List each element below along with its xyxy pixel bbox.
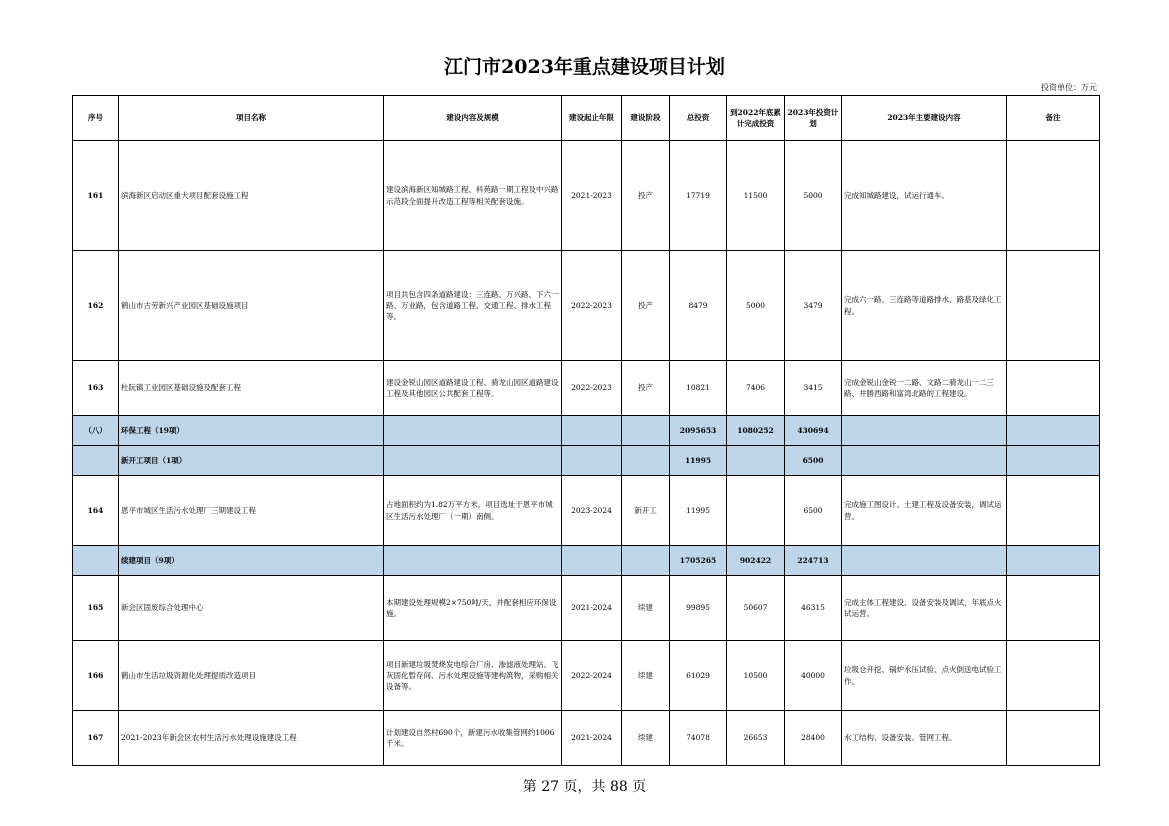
- cell-total: 99895: [670, 576, 727, 641]
- page-footer: 第 27 页，共 88 页: [522, 779, 647, 795]
- cell-scale: 占地面积约为1.82万平方米，项目选址于恩平市城区生活污水处理厂（一期）南侧。: [384, 476, 562, 546]
- cell-plan2023: 3415: [785, 361, 842, 416]
- table-row: [73, 476, 1100, 546]
- cell-remark: [1007, 546, 1100, 576]
- cell-seq: 167: [73, 711, 119, 766]
- cell-seq: 166: [73, 641, 119, 711]
- cell-content2023: 垃圾仓开挖、锅炉水压试验、点火倒送电试验工作。: [842, 641, 1007, 711]
- cell-total: 11995: [670, 476, 727, 546]
- cell-content2023: 完成主体工程建设、设备安装及调试，年底点火试运营。: [842, 576, 1007, 641]
- cell-total: 17719: [670, 141, 727, 251]
- cell-name: 环保工程（19项）: [119, 416, 384, 446]
- cell-remark: [1007, 476, 1100, 546]
- cell-remark: [1007, 361, 1100, 416]
- cell-plan2023: 6500: [785, 446, 842, 476]
- cell-done2022: 26653: [727, 711, 785, 766]
- cell-total: 8479: [670, 251, 727, 361]
- cell-name: 鹤山市古劳新兴产业园区基础设施项目: [119, 251, 384, 361]
- header-seq: 序号: [73, 96, 119, 141]
- cell-done2022: 10500: [727, 641, 785, 711]
- table-row: [73, 641, 1100, 711]
- table-row: [73, 361, 1100, 416]
- cell-seq: [73, 546, 119, 576]
- cell-scale: 本期建设处理规模2×750吨/天，并配套相应环保设施。: [384, 576, 562, 641]
- group-row: [73, 446, 1100, 476]
- group-row: [73, 416, 1100, 446]
- unit-label: 投资单位：万元: [1041, 83, 1097, 92]
- cell-scale: [384, 546, 562, 576]
- cell-name: 续建项目（9项）: [119, 546, 384, 576]
- cell-scale: [384, 416, 562, 446]
- cell-plan2023: 28400: [785, 711, 842, 766]
- cell-remark: [1007, 641, 1100, 711]
- cell-plan2023: 5000: [785, 141, 842, 251]
- header-remark: 备注: [1007, 96, 1100, 141]
- cell-stage: 投产: [622, 251, 670, 361]
- header-plan2023: 2023年投资计划: [785, 96, 842, 141]
- cell-seq: 165: [73, 576, 119, 641]
- cell-done2022: 50607: [727, 576, 785, 641]
- cell-scale: 项目共包含四条道路建设：三连路、万兴路、下六一路、万业路，包含道路工程、交通工程、排水工程等。: [384, 251, 562, 361]
- cell-content2023: [842, 416, 1007, 446]
- cell-period: [562, 416, 622, 446]
- cell-content2023: [842, 546, 1007, 576]
- cell-period: [562, 446, 622, 476]
- cell-content2023: 完成六一路、三连路等道路排水、路基及绿化工程。: [842, 251, 1007, 361]
- cell-scale: [384, 446, 562, 476]
- cell-stage: 续建: [622, 711, 670, 766]
- cell-period: 2023-2024: [562, 476, 622, 546]
- cell-done2022: [727, 476, 785, 546]
- cell-stage: 续建: [622, 576, 670, 641]
- project-table: [72, 95, 1100, 766]
- header-total: 总投资: [670, 96, 727, 141]
- cell-content2023: 完成知城路建设，试运行通车。: [842, 141, 1007, 251]
- cell-name: 鹤山市生活垃圾资源化处理提质改造项目: [119, 641, 384, 711]
- header-row: [73, 96, 1100, 141]
- cell-name: 新开工项目（1项）: [119, 446, 384, 476]
- cell-remark: [1007, 576, 1100, 641]
- cell-period: 2021-2023: [562, 141, 622, 251]
- header-name: 项目名称: [119, 96, 384, 141]
- cell-name: 杜阮镇工业园区基础设施及配套工程: [119, 361, 384, 416]
- cell-period: 2022-2023: [562, 361, 622, 416]
- cell-stage: 投产: [622, 141, 670, 251]
- header-content2023: 2023年主要建设内容: [842, 96, 1007, 141]
- cell-name: 新会区固废综合处理中心: [119, 576, 384, 641]
- cell-period: 2021-2024: [562, 711, 622, 766]
- cell-stage: 投产: [622, 361, 670, 416]
- cell-done2022: 11500: [727, 141, 785, 251]
- cell-done2022: 902422: [727, 546, 785, 576]
- cell-plan2023: 224713: [785, 546, 842, 576]
- table-row: [73, 251, 1100, 361]
- cell-total: 10821: [670, 361, 727, 416]
- cell-remark: [1007, 446, 1100, 476]
- cell-scale: 计划建设自然村690个，新建污水收集管网约1006千米。: [384, 711, 562, 766]
- cell-stage: 新开工: [622, 476, 670, 546]
- cell-period: 2022-2024: [562, 641, 622, 711]
- cell-done2022: [727, 446, 785, 476]
- cell-content2023: [842, 446, 1007, 476]
- cell-remark: [1007, 416, 1100, 446]
- cell-done2022: 1080252: [727, 416, 785, 446]
- table-row: [73, 711, 1100, 766]
- cell-name: 滨海新区启动区重大项目配套设施工程: [119, 141, 384, 251]
- cell-total: 1705265: [670, 546, 727, 576]
- cell-done2022: 5000: [727, 251, 785, 361]
- page-title: 江门市2023年重点建设项目计划: [444, 56, 725, 78]
- cell-stage: [622, 546, 670, 576]
- cell-scale: 建设滨海新区知城路工程、科苑路一期工程及中兴路示范段全面提升改造工程等相关配套设施。: [384, 141, 562, 251]
- cell-seq: [73, 446, 119, 476]
- cell-stage: [622, 446, 670, 476]
- header-stage: 建设阶段: [622, 96, 670, 141]
- cell-seq: 164: [73, 476, 119, 546]
- cell-period: 2021-2024: [562, 576, 622, 641]
- cell-content2023: 完成金锐山金锐一二路、文路二骑龙山一二三路、井勝西路和富湾北路的工程建设。: [842, 361, 1007, 416]
- cell-name: 恩平市城区生活污水处理厂三期建设工程: [119, 476, 384, 546]
- cell-seq: 161: [73, 141, 119, 251]
- cell-scale: 建设金锐山园区道路建设工程、骑龙山园区道路建设工程及其他园区公共配套工程等。: [384, 361, 562, 416]
- cell-remark: [1007, 711, 1100, 766]
- cell-stage: [622, 416, 670, 446]
- cell-plan2023: 46315: [785, 576, 842, 641]
- cell-period: 2022-2023: [562, 251, 622, 361]
- cell-period: [562, 546, 622, 576]
- cell-seq: 163: [73, 361, 119, 416]
- cell-plan2023: 430694: [785, 416, 842, 446]
- cell-stage: 续建: [622, 641, 670, 711]
- cell-plan2023: 3479: [785, 251, 842, 361]
- cell-seq: （八）: [73, 416, 119, 446]
- header-scale: 建设内容及规模: [384, 96, 562, 141]
- cell-total: 2095653: [670, 416, 727, 446]
- cell-plan2023: 6500: [785, 476, 842, 546]
- header-period: 建设起止年限: [562, 96, 622, 141]
- cell-done2022: 7406: [727, 361, 785, 416]
- cell-seq: 162: [73, 251, 119, 361]
- cell-scale: 项目新建垃圾焚烧发电综合厂房、渗滤液处理站、飞灰固化暂存间、污水处理设施等建构筑物，采购相关设备等。: [384, 641, 562, 711]
- cell-content2023: 完成施工图设计、土建工程及设备安装，调试运营。: [842, 476, 1007, 546]
- header-done2022: 到2022年底累计完成投资: [727, 96, 785, 141]
- table-row: [73, 576, 1100, 641]
- cell-remark: [1007, 141, 1100, 251]
- table-row: [73, 141, 1100, 251]
- group-row: [73, 546, 1100, 576]
- cell-remark: [1007, 251, 1100, 361]
- cell-total: 74078: [670, 711, 727, 766]
- cell-plan2023: 40000: [785, 641, 842, 711]
- cell-total: 11995: [670, 446, 727, 476]
- cell-name: 2021-2023年新会区农村生活污水处理设施建设工程: [119, 711, 384, 766]
- cell-total: 61029: [670, 641, 727, 711]
- cell-content2023: 水工结构、设备安装、管网工程。: [842, 711, 1007, 766]
